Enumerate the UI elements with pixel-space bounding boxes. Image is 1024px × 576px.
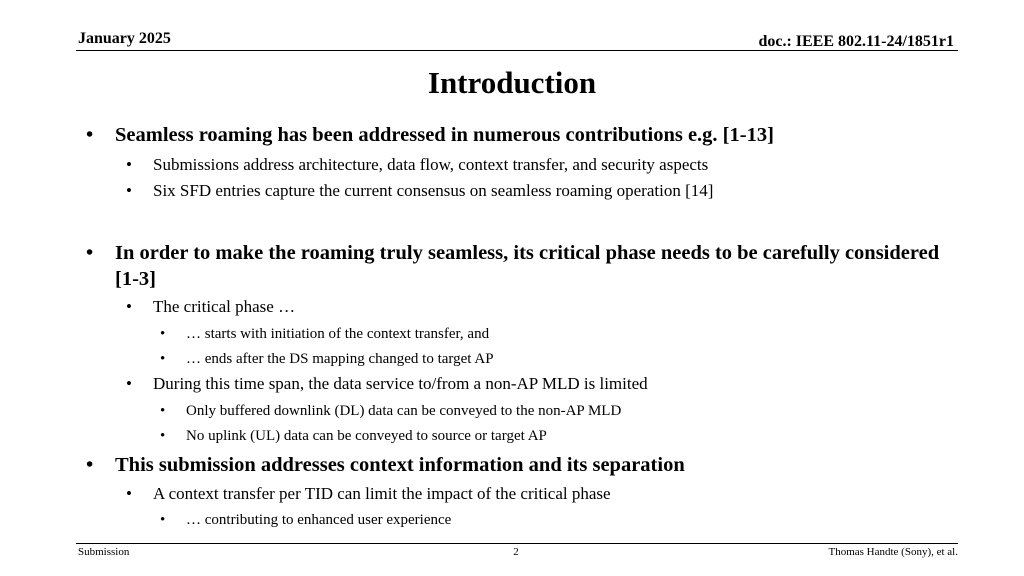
header-date: January 2025 <box>78 30 171 47</box>
bullet-dot: • <box>160 512 166 528</box>
bullet-dot: • <box>160 351 166 367</box>
bullet-level1 <box>86 240 966 292</box>
bullet-text: … ends after the DS mapping changed to target AP <box>186 351 494 367</box>
bullet-text: Submissions address architecture, data flow, context transfer, and security aspects <box>153 155 709 174</box>
bullet-level2 <box>126 180 926 202</box>
footer-page-number: 2 <box>513 546 519 558</box>
bullet-level3 <box>160 401 920 421</box>
bullet-level2 <box>126 296 926 318</box>
bullet-level1 <box>86 122 966 148</box>
bullet-text: Seamless roaming has been addressed in numerous contributions e.g. [1-13] <box>115 124 774 146</box>
bullet-level3 <box>160 426 920 446</box>
footer-author: Thomas Handte (Sony), et al. <box>828 546 958 558</box>
bullet-dot: • <box>126 181 132 200</box>
bullet-level2 <box>126 154 926 176</box>
bullet-level2 <box>126 483 926 505</box>
bullet-level1 <box>86 452 966 478</box>
bullet-level3 <box>160 349 920 369</box>
footer-divider <box>76 543 958 544</box>
header-doc-id: doc.: IEEE 802.11-24/1851r1 <box>758 33 954 50</box>
bullet-text: A context transfer per TID can limit the impact of the critical phase <box>153 484 611 503</box>
bullet-dot: • <box>86 242 94 264</box>
bullet-level3 <box>160 510 920 530</box>
bullet-dot: • <box>86 124 94 146</box>
bullet-dot: • <box>86 454 94 476</box>
slide-title: Introduction <box>427 65 597 100</box>
bullet-text: In order to make the roaming truly seamless, its critical phase needs to be carefully considered [1-3] <box>115 242 940 290</box>
bullet-text: The critical phase … <box>153 297 296 316</box>
bullet-dot: • <box>126 374 132 393</box>
bullet-dot: • <box>160 428 166 444</box>
bullet-text: … contributing to enhanced user experience <box>186 512 452 528</box>
bullet-text: During this time span, the data service to/from a non-AP MLD is limited <box>153 374 648 393</box>
bullet-text: This submission addresses context information and its separation <box>115 454 685 476</box>
bullet-text: … starts with initiation of the context transfer, and <box>186 326 490 342</box>
bullet-dot: • <box>160 403 166 419</box>
bullet-dot: • <box>126 297 132 316</box>
bullet-text: Six SFD entries capture the current consensus on seamless roaming operation [14] <box>153 181 714 200</box>
header-divider <box>76 50 958 51</box>
bullet-dot: • <box>160 326 166 342</box>
bullet-text: Only buffered downlink (DL) data can be conveyed to the non-AP MLD <box>186 403 622 419</box>
bullet-text: No uplink (UL) data can be conveyed to source or target AP <box>186 428 547 444</box>
bullet-level3 <box>160 324 920 344</box>
bullet-level2 <box>126 373 926 395</box>
bullet-dot: • <box>126 155 132 174</box>
footer-submission-label: Submission <box>78 546 130 558</box>
bullet-dot: • <box>126 484 132 503</box>
